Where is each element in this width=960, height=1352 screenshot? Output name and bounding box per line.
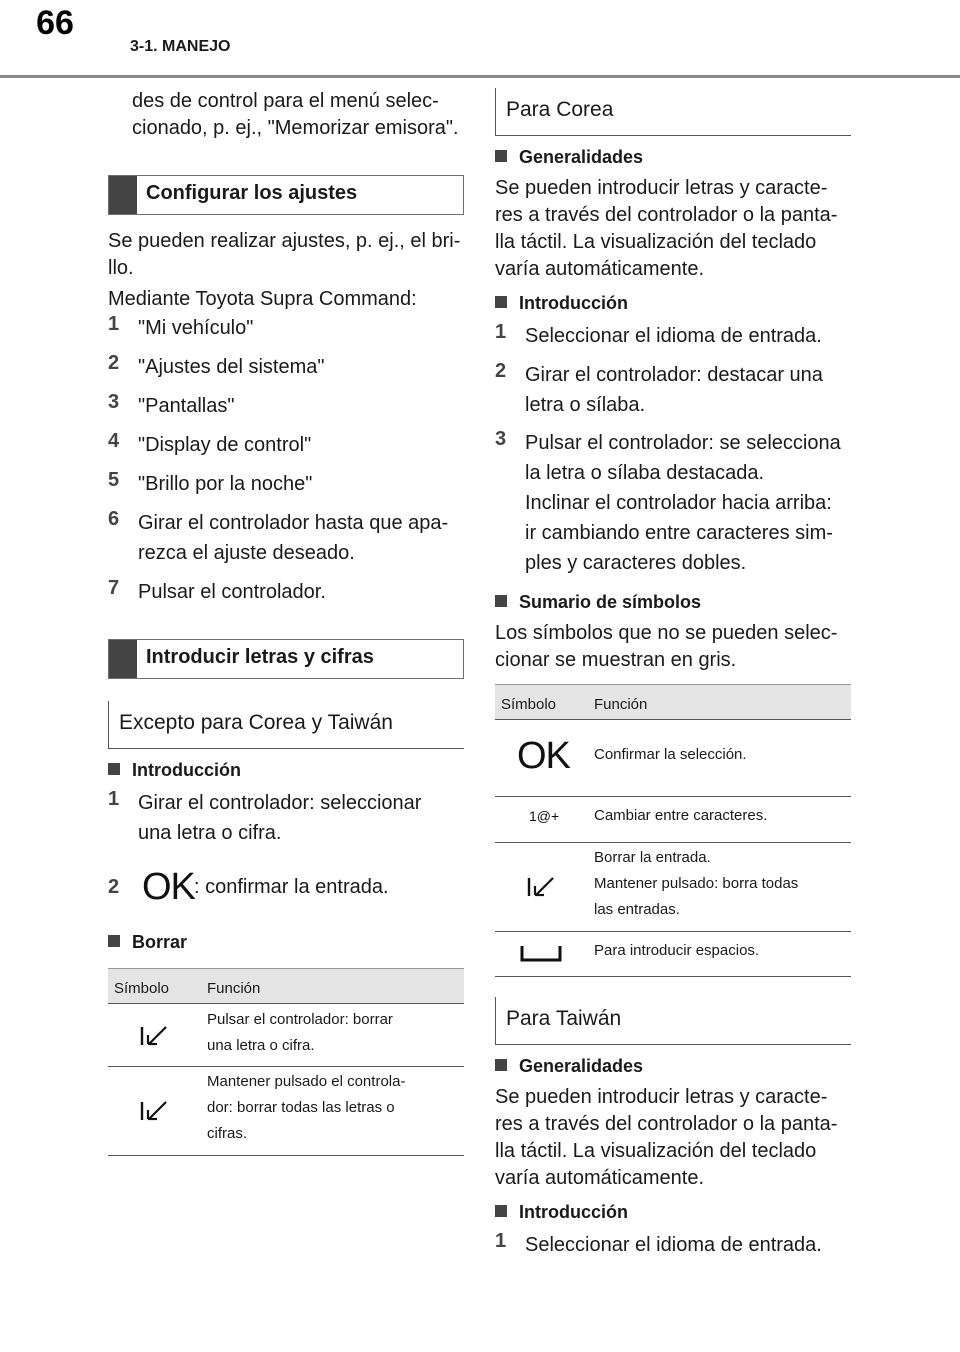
step-item: 1 Seleccionar el idioma de entrada.: [495, 321, 822, 347]
subheading-introduccion: Introducción: [108, 760, 464, 781]
header-divider: [0, 75, 960, 78]
step-item: 4 "Display de control": [108, 430, 312, 456]
backspace-arrow-icon: [140, 1025, 170, 1047]
step-item: 1 "Mi vehículo": [108, 313, 254, 339]
backspace-arrow-icon: [140, 1100, 170, 1122]
step-item: 1 Girar el controlador: seleccionar una letra o cifra.: [108, 788, 422, 844]
step-item: 2 "Ajustes del sistema": [108, 352, 325, 378]
function-text: Para introducir espacios.: [594, 942, 760, 959]
step-item: 1 Seleccionar el idioma de entrada.: [495, 1230, 822, 1256]
function-text: Borrar la entrada. Mantener pulsado: borra todas las entradas.: [594, 849, 799, 918]
step-item: 6 Girar el controlador hasta que apa- rezca el ajuste deseado.: [108, 508, 449, 564]
square-bullet-icon: [495, 1205, 507, 1217]
square-bullet-icon: [495, 150, 507, 162]
column-header-function: Función: [594, 696, 648, 713]
table-header: [495, 684, 851, 720]
step-item: 3 Pulsar el controlador: se selecciona la letra o sílaba destacada. Inclinar el controlador hacia arriba: ir cambiando entre caracteres sim- ples y caracteres dobles.: [495, 428, 841, 574]
sumario-paragraph: Los símbolos que no se pueden selec- cionar se muestran en gris.: [495, 622, 838, 671]
function-text: Pulsar el controlador: borrar una letra o cifra.: [207, 1011, 393, 1054]
backspace-arrow-icon: [527, 876, 557, 898]
table-row: [495, 932, 851, 976]
section-header-input: [108, 639, 464, 679]
table-row: [495, 797, 851, 842]
subheading-generalidades: Generalidades: [495, 147, 851, 168]
step-item: 7 Pulsar el controlador.: [108, 577, 326, 603]
table-row: [108, 1004, 464, 1066]
section-title: Introducir letras y cifras: [146, 646, 374, 668]
chapter-title: 3-1. MANEJO: [130, 38, 231, 55]
page-number: 66: [36, 4, 74, 42]
subsection-title: Para Corea: [506, 98, 614, 121]
function-text: Mantener pulsado el controla- dor: borrar todas las letras o cifras.: [207, 1073, 406, 1142]
square-bullet-icon: [495, 296, 507, 308]
step-item: 5 "Brillo por la noche": [108, 469, 313, 495]
table-row: [108, 1067, 464, 1155]
column-header-symbol: Símbolo: [501, 696, 557, 713]
section-marker: [109, 176, 137, 214]
column-header-function: Función: [207, 980, 261, 997]
subheading-introduccion: Introducción: [495, 293, 851, 314]
table-row: [495, 843, 851, 931]
subheading-introduccion: Introducción: [495, 1202, 851, 1223]
step-item: 2 Girar el controlador: destacar una letra o sílaba.: [495, 360, 823, 416]
ok-icon: OK: [517, 735, 570, 777]
ok-icon: OK: [142, 866, 195, 908]
step-item: 2 OK : confirmar la entrada.: [108, 866, 389, 908]
subsection-title: Para Taiwán: [506, 1007, 622, 1030]
square-bullet-icon: [495, 1059, 507, 1071]
function-text: Cambiar entre caracteres.: [594, 807, 768, 824]
settings-paragraph-2: Mediante Toyota Supra Command:: [108, 288, 417, 310]
generalidades-paragraph: Se pueden introducir letras y caracte- res a través del controlador o la panta- lla táctil. La visualización del teclado varía automáticamente.: [495, 1086, 838, 1189]
square-bullet-icon: [495, 595, 507, 607]
section-title: Configurar los ajustes: [146, 182, 358, 204]
square-bullet-icon: [108, 763, 120, 775]
settings-paragraph: Se pueden realizar ajustes, p. ej., el bri- llo.: [108, 230, 461, 279]
table-header: [108, 968, 464, 1004]
subheading-sumario: Sumario de símbolos: [495, 592, 851, 613]
step-item: 3 "Pantallas": [108, 391, 235, 417]
column-header-symbol: Símbolo: [114, 980, 170, 997]
subsection-header-korea: [495, 88, 851, 136]
space-icon: [520, 944, 562, 962]
function-text: Confirmar la selección.: [594, 746, 747, 763]
subheading-borrar: Borrar: [108, 932, 464, 953]
section-marker: [109, 640, 137, 678]
row-divider: [495, 976, 851, 977]
row-divider: [108, 1155, 464, 1156]
section-header-settings: [108, 175, 464, 215]
switch-characters-icon: 1@+: [529, 808, 560, 824]
subsection-title: Excepto para Corea y Taiwán: [119, 711, 393, 734]
subheading-generalidades: Generalidades: [495, 1056, 851, 1077]
table-row: [495, 720, 851, 796]
generalidades-paragraph: Se pueden introducir letras y caracte- res a través del controlador o la panta- lla táctil. La visualización del teclado varía automáticamente.: [495, 177, 838, 280]
square-bullet-icon: [108, 935, 120, 947]
subsection-header-taiwan: [495, 997, 851, 1045]
intro-paragraph: des de control para el menú selec- cionado, p. ej., "Memorizar emisora".: [132, 90, 459, 139]
subsection-header: [108, 701, 464, 749]
